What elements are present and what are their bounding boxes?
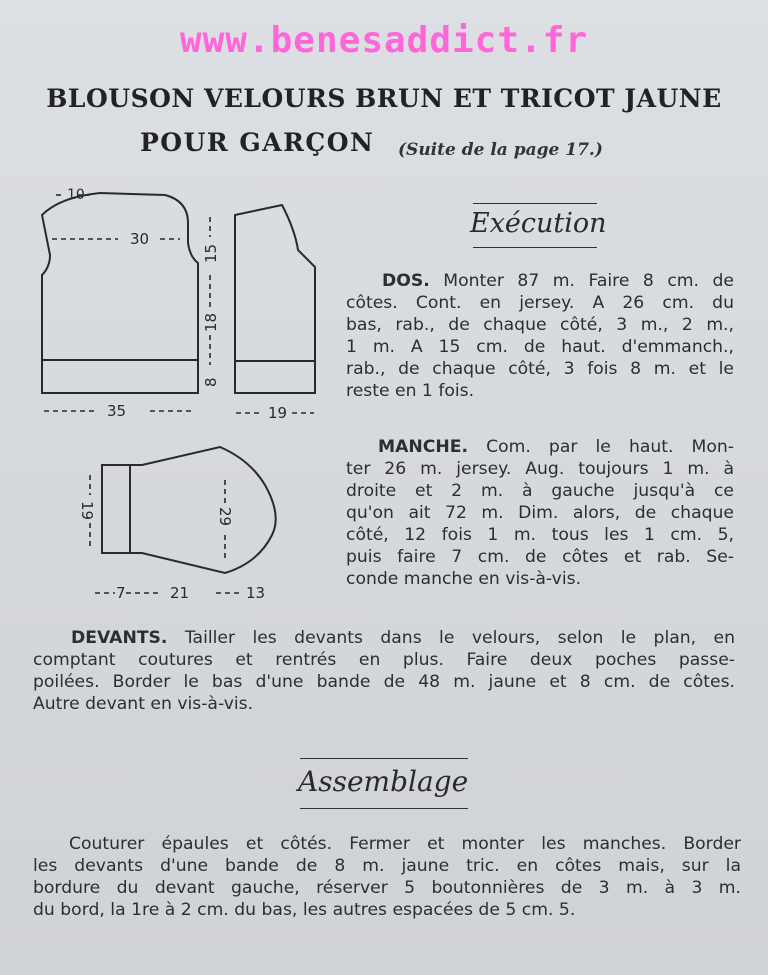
dim-sleeve-length: 29 bbox=[216, 507, 234, 527]
pattern-diagrams bbox=[20, 175, 360, 605]
dim-back-width-bottom: 35 bbox=[107, 402, 127, 420]
page-title-line2: POUR GARÇON bbox=[140, 128, 375, 157]
page-title-line1: BLOUSON VELOURS BRUN ET TRICOT JAUNE bbox=[46, 84, 722, 113]
assemblage-paragraph: Couturer épaules et côtés. Fermer et monter les manches. Border les devants d'une bande de 8 m. jaune tric. en côtes mais, sur la bordure du devant gauche, réserver 5 boutonnières de 3 m. à 3 m. du bord, la 1re à 2 cm. du bas, les autres espacées de 5 cm. 5. bbox=[33, 834, 741, 920]
dim-sleeve-cap: 13 bbox=[246, 584, 266, 602]
manche-paragraph: MANCHE. Com. par le haut. Mon- ter 26 m. jersey. Aug. toujours 1 m. à droite et 2 m. à gauche jusqu'à ce qu'on ait 72 m. Dim. alors, de chaque côté, 12 fois 1 m. tous les 1 cm. 5, puis faire 7 cm. de côtes et rab. Se- conde manche en vis-à-vis. bbox=[346, 437, 734, 589]
dim-sleeve-rib: 7 bbox=[116, 584, 126, 602]
execution-rule-top bbox=[473, 203, 597, 204]
dim-sleeve-cuff: 19 bbox=[78, 501, 96, 521]
dim-height-rib: 8 bbox=[202, 377, 220, 387]
manche-label: MANCHE. bbox=[378, 437, 469, 457]
execution-heading: Exécution bbox=[470, 208, 607, 239]
dos-paragraph: DOS. Monter 87 m. Faire 8 cm. de côtes. Cont. en jersey. A 26 cm. du bas, rab., de chaque côté, 3 m., 2 m., 1 m. A 15 cm. de haut. d'emmanch., rab., de chaque côté, 3 fois 8 m. et le reste en 1 fois. bbox=[346, 271, 734, 401]
watermark: www.benesaddict.fr bbox=[179, 20, 589, 61]
front-piece-outline bbox=[235, 205, 315, 393]
back-piece-outline bbox=[42, 193, 198, 393]
assemblage-rule-bottom bbox=[300, 808, 468, 809]
assemblage-heading: Assemblage bbox=[298, 765, 469, 798]
dim-sleeve-body: 21 bbox=[170, 584, 190, 602]
dim-back-width-top: 30 bbox=[130, 230, 150, 248]
sleeve-outline bbox=[102, 447, 276, 573]
devants-label: DEVANTS. bbox=[71, 628, 168, 648]
dim-height-body: 18 bbox=[202, 312, 220, 332]
dim-back-neck: 10 bbox=[67, 187, 85, 203]
dim-height-armhole: 15 bbox=[202, 243, 220, 263]
dos-label: DOS. bbox=[382, 271, 430, 291]
assemblage-rule-top bbox=[300, 758, 468, 759]
continued-note: (Suite de la page 17.) bbox=[398, 140, 603, 160]
execution-rule-bottom bbox=[473, 247, 597, 248]
dim-front-width: 19 bbox=[268, 404, 288, 422]
devants-paragraph: DEVANTS. Tailler les devants dans le velours, selon le plan, en comptant coutures et rentrés en plus. Faire deux poches passe- poilées. Border le bas d'une bande de 48 m. jaune et 8 cm. de côtes. Autre devant en vis-à-vis. bbox=[33, 628, 735, 714]
